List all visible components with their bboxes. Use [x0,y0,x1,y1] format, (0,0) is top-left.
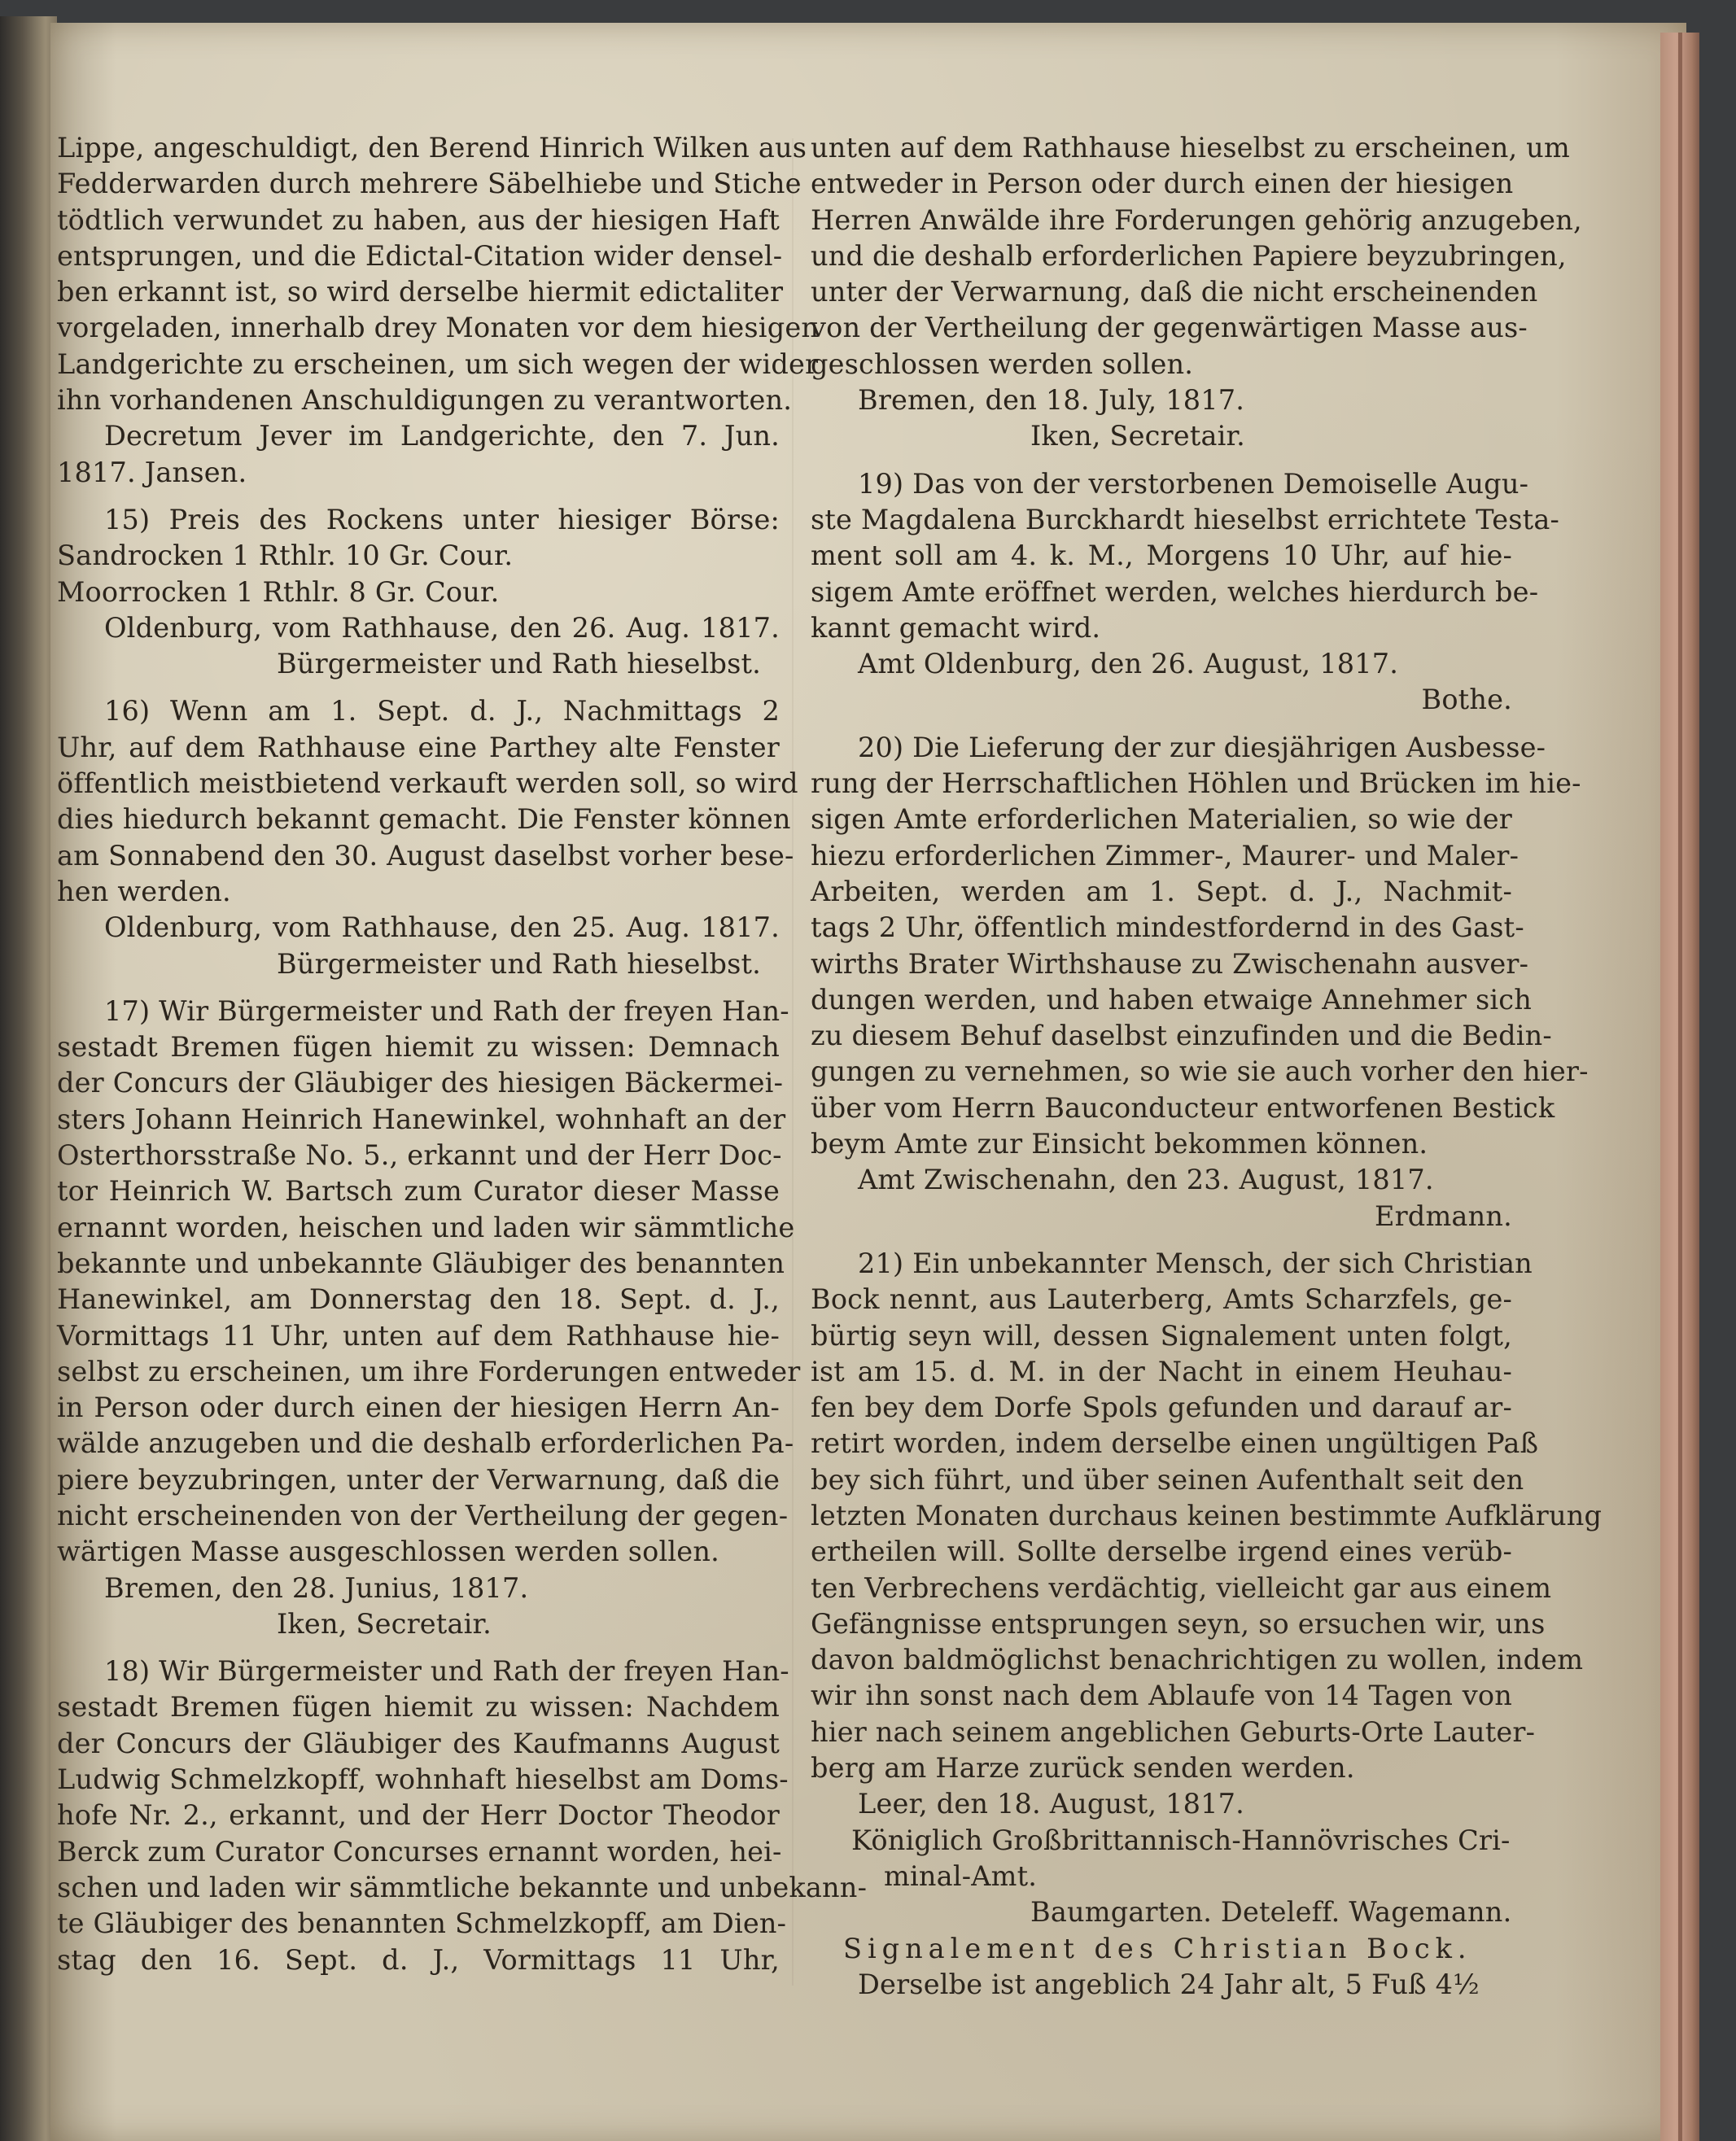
text-line: letzten Monaten durchaus keinen bestimmte Aufklärung [811,1499,1603,1531]
text-line: ment soll am 4. k. M., Morgens 10 Uhr, auf hie- [811,540,1512,572]
text-line: minal-Amt. [884,1859,1038,1892]
text-line: Bothe. [1421,684,1512,716]
paragraph-gap [811,455,1512,466]
text-line: Iken, Secretair. [1030,420,1245,452]
text-line: unten auf dem Rathhause hieselbst zu erscheinen, um [811,132,1570,164]
right-text-column [811,130,1603,2003]
text-line: Bürgermeister und Rath hieselbst. [277,648,762,680]
text-line: Gefängnisse entsprungen seyn, so ersuchen wir, uns [811,1607,1546,1640]
text-line: dies hiedurch bekannt gemacht. Die Fenster können [57,803,791,836]
paragraph-gap [811,719,1512,730]
text-line: 17) Wir Bürgermeister und Rath der freyen Han- [104,994,789,1027]
text-line: entweder in Person oder durch einen der hiesigen [811,168,1514,200]
text-line: der Concurs der Gläubiger des hiesigen Bäckermei- [57,1067,784,1099]
text-line: hiezu erforderlichen Zimmer-, Maurer- und Maler- [811,839,1520,872]
text-line: 1817. Jansen. [57,456,247,488]
text-line: rung der Herrschaftlichen Höhlen und Brücken im hie- [811,767,1581,800]
text-line: ihn vorhandenen Anschuldigungen zu verantworten. [57,384,793,417]
text-line: bey sich führt, und über seinen Aufenthalt seit den [811,1463,1524,1496]
paragraph-gap [57,682,780,693]
text-line: Amt Oldenburg, den 26. August, 1817. [858,648,1399,680]
text-line: Decretum Jever im Landgerichte, den 7. Jun. [104,420,780,452]
text-line: sigem Amte eröffnet werden, welches hierdurch be- [811,575,1539,608]
text-line: sestadt Bremen fügen hiemit zu wissen: Demnach [57,1031,780,1064]
text-line: sigen Amte erforderlichen Materialien, so wie der [811,803,1512,836]
text-line: wärtigen Masse ausgeschlossen werden sollen. [57,1536,719,1568]
text-line: wälde anzugeben und die deshalb erforderlichen Pa- [57,1427,794,1460]
text-line: gungen zu vernehmen, so wie sie auch vorher den hier- [811,1055,1589,1088]
text-line: Oldenburg, vom Rathhause, den 26. Aug. 1817. [104,611,780,644]
text-line: Ludwig Schmelzkopff, wohnhaft hieselbst am Doms- [57,1763,789,1796]
text-line: hier nach seinem angeblichen Geburts-Orte Lauter- [811,1715,1536,1748]
text-line: Signalement des Christian Bock. [843,1932,1472,1964]
text-line: ste Magdalena Burckhardt hieselbst errichtete Testa- [811,503,1560,535]
text-line: 16) Wenn am 1. Sept. d. J., Nachmittags 2 [104,695,780,728]
text-line: der Concurs der Gläubiger des Kaufmanns August [57,1727,780,1759]
text-line: zu diesem Behuf daselbst einzufinden und die Bedin- [811,1020,1552,1052]
text-line: Moorrocken 1 Rthlr. 8 Gr. Cour. [57,575,500,608]
paragraph-gap [57,1642,780,1654]
text-line: Hanewinkel, am Donnerstag den 18. Sept. d. J., [57,1283,780,1316]
text-line: te Gläubiger des benannten Schmelzkopff, am Dien- [57,1907,787,1940]
text-line: piere beyzubringen, unter der Verwarnung, daß die [57,1463,781,1496]
text-line: Oldenburg, vom Rathhause, den 25. Aug. 1817. [104,911,780,944]
text-line: Herren Anwälde ihre Forderungen gehörig anzugeben, [811,203,1582,236]
previous-page-edge [0,16,57,2141]
text-line: Fedderwarden durch mehrere Säbelhiebe und Stiche [57,168,802,200]
text-line: bürtig seyn will, dessen Signalement unten folgt, [811,1319,1512,1352]
text-line: über vom Herrn Bauconducteur entworfenen Bestick [811,1091,1555,1124]
paragraph-gap [57,491,780,502]
page-fold-line [1678,33,1682,2141]
text-line: hen werden. [57,875,231,907]
text-line: selbst zu erscheinen, um ihre Forderungen entweder [57,1355,801,1387]
text-line: stag den 16. Sept. d. J., Vormittags 11 Uhr, [57,1943,780,1976]
text-line: Königlich Großbrittannisch-Hannövrisches Cri- [851,1824,1511,1856]
text-line: Leer, den 18. August, 1817. [858,1788,1244,1820]
text-line: vorgeladen, innerhalb drey Monaten vor dem hiesigen [57,312,820,344]
notice-block [57,693,798,981]
text-line: ernannt worden, heischen und laden wir sämmtliche [57,1211,795,1243]
notice-block [811,1246,1603,2003]
text-line: ertheilen will. Sollte derselbe irgend eines verüb- [811,1536,1512,1568]
text-line: tödtlich verwundet zu haben, aus der hiesigen Haft [57,203,780,236]
text-line: wir ihn sonst nach dem Ablaufe von 14 Tagen von [811,1680,1512,1712]
text-line: Arbeiten, werden am 1. Sept. d. J., Nachmit- [811,875,1512,907]
text-line: Iken, Secretair. [277,1607,492,1640]
text-line: ten Verbrechens verdächtig, vielleicht gar aus einem [811,1571,1552,1604]
notice-block [57,994,801,1642]
notice-block [57,1654,868,1978]
text-line: Vormittags 11 Uhr, unten auf dem Rathhause hie- [57,1319,780,1352]
notice-block [57,130,820,491]
text-line: kannt gemacht wird. [811,611,1101,644]
text-line: öffentlich meistbietend verkauft werden soll, so wird [57,767,798,800]
text-line: schen und laden wir sämmtliche bekannte und unbekann- [57,1871,868,1903]
text-line: hofe Nr. 2., erkannt, und der Herr Doctor Theodor [57,1799,780,1832]
text-line: von der Vertheilung der gegenwärtigen Masse aus- [811,312,1528,344]
text-line: Landgerichte zu erscheinen, um sich wegen der wider [57,347,819,380]
text-line: 20) Die Lieferung der zur diesjährigen Ausbesse- [858,731,1546,763]
text-line: Bremen, den 18. July, 1817. [858,384,1245,417]
text-line: berg am Harze zurück senden werden. [811,1752,1355,1785]
text-line: geschlossen werden sollen. [811,347,1194,380]
text-line: ist am 15. d. M. in der Nacht in einem Heuhau- [811,1355,1512,1387]
text-line: beym Amte zur Einsicht bekommen können. [811,1128,1428,1160]
text-line: sestadt Bremen fügen hiemit zu wissen: Nachdem [57,1691,780,1724]
text-line: Derselbe ist angeblich 24 Jahr alt, 5 Fuß 4½ [858,1968,1480,2000]
notice-block [811,466,1560,719]
text-line: 15) Preis des Rockens unter hiesiger Börse: [104,503,780,535]
text-line: unter der Verwarnung, daß die nicht erscheinenden [811,276,1538,308]
notice-block [811,730,1589,1234]
text-line: 18) Wir Bürgermeister und Rath der freyen Han- [104,1655,789,1688]
text-line: Bürgermeister und Rath hieselbst. [277,947,762,980]
text-line: retirt worden, indem derselbe einen ungültigen Paß [811,1427,1539,1460]
left-text-column [57,130,868,1978]
text-line: Lippe, angeschuldigt, den Berend Hinrich Wilken aus [57,132,807,164]
text-line: Berck zum Curator Concurses ernannt worden, hei- [57,1835,782,1868]
text-line: dungen werden, und haben etwaige Annehmer sich [811,983,1533,1016]
text-line: davon baldmöglichst benachrichtigen zu wollen, indem [811,1644,1584,1676]
text-line: tags 2 Uhr, öffentlich mindestfordernd in des Gast- [811,911,1524,944]
text-line: in Person oder durch einen der hiesigen Herrn An- [57,1392,780,1424]
text-line: Uhr, auf dem Rathhause eine Parthey alte Fenster [57,731,780,763]
paragraph-gap [57,982,780,994]
text-line: sters Johann Heinrich Hanewinkel, wohnhaft an der [57,1103,786,1135]
text-line: Osterthorsstraße No. 5., erkannt und der Herr Doc- [57,1139,782,1172]
text-line: nicht erscheinenden von der Vertheilung der gegen- [57,1499,789,1531]
text-line: Baumgarten. Deteleff. Wagemann. [1030,1896,1512,1929]
text-line: tor Heinrich W. Bartsch zum Curator dieser Masse [57,1175,780,1208]
text-line: bekannte und unbekannte Gläubiger des benannten [57,1247,785,1279]
text-line: Erdmann. [1374,1199,1512,1232]
text-line: fen bey dem Dorfe Spols gefunden und darauf ar- [811,1392,1512,1424]
notice-block [811,130,1582,455]
text-line: Sandrocken 1 Rthlr. 10 Gr. Cour. [57,540,514,572]
text-line: und die deshalb erforderlichen Papiere beyzubringen, [811,239,1567,272]
text-line: wirths Brater Wirthshause zu Zwischenahn ausver- [811,947,1529,980]
text-line: 21) Ein unbekannter Mensch, der sich Christian [858,1247,1533,1279]
paragraph-gap [811,1234,1512,1246]
text-line: 19) Das von der verstorbenen Demoiselle Augu- [858,467,1529,500]
text-line: Bremen, den 28. Junius, 1817. [104,1571,529,1604]
column-divider [792,138,794,1986]
notice-block [57,502,780,682]
text-line: am Sonnabend den 30. August daselbst vorher bese- [57,839,794,872]
text-line: Bock nennt, aus Lauterberg, Amts Scharzfels, ge- [811,1283,1512,1316]
text-line: Amt Zwischenahn, den 23. August, 1817. [858,1164,1434,1196]
text-line: entsprungen, und die Edictal-Citation wider densel- [57,239,783,272]
text-line: ben erkannt ist, so wird derselbe hiermit edictaliter [57,276,784,308]
